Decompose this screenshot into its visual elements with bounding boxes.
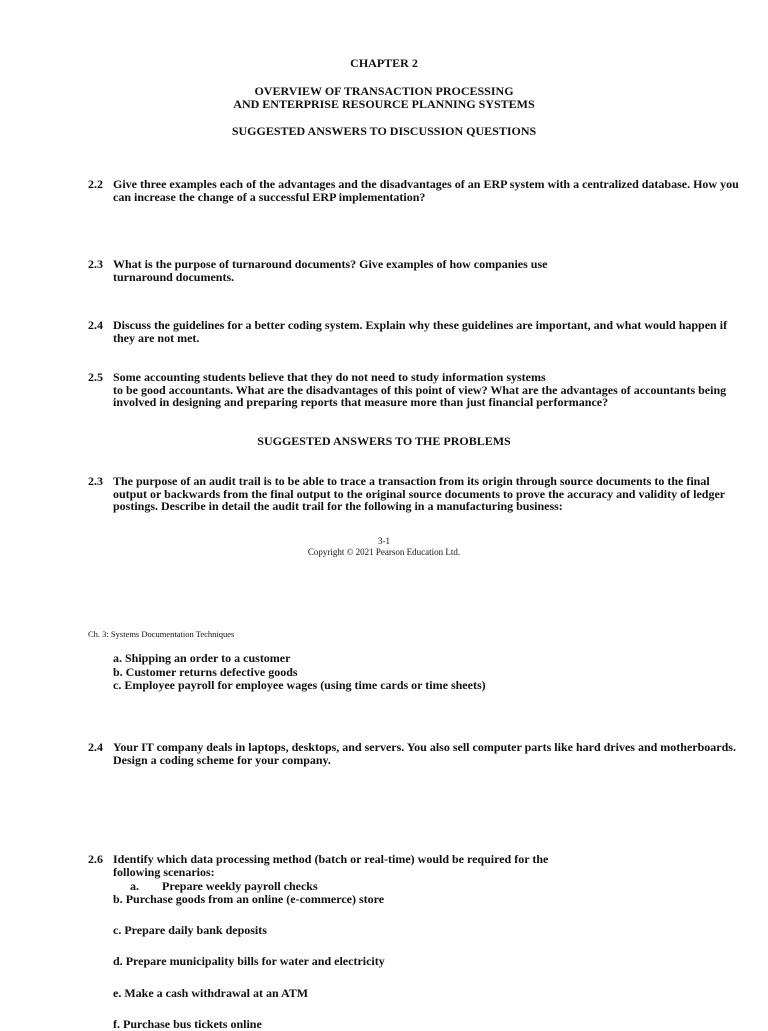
problem-number: 2.6 [88, 852, 103, 866]
chapter-title-line2: AND ENTERPRISE RESOURCE PLANNING SYSTEMS [233, 97, 535, 111]
scenario-e [113, 987, 308, 1000]
scenario-a [130, 880, 318, 893]
scenario-text: Prepare weekly payroll checks [162, 879, 318, 893]
problem-line: Identify which data processing method (batch or real-time) would be required for the [113, 852, 549, 866]
scenario-b [113, 893, 384, 906]
chapter-title-line1: OVERVIEW OF TRANSACTION PROCESSING [254, 84, 514, 98]
scenario-c [113, 924, 267, 937]
problem-line: following scenarios: [113, 864, 215, 879]
section-heading-discussion: SUGGESTED ANSWERS TO DISCUSSION QUESTIONS [231, 124, 537, 138]
question-text [113, 319, 733, 344]
scenario-letter: e. [113, 986, 122, 1000]
problem-line: Design a coding scheme for your company. [113, 752, 331, 767]
question-line: to be good accountants. What are the disadvantages of this point of view? What are the advantages of accountants being [113, 382, 727, 397]
scenario-letter: c. [113, 923, 122, 937]
question-line: What is the purpose of turnaround documents? Give examples of how companies use [113, 257, 548, 271]
scenario-letter: a. [130, 879, 139, 893]
chapter-heading: CHAPTER 2 [350, 56, 418, 70]
scenario-text: Prepare daily bank deposits [124, 923, 267, 937]
scenario-f [113, 1018, 262, 1031]
scenario-text: Purchase bus tickets online [123, 1017, 262, 1031]
section-heading-problems: SUGGESTED ANSWERS TO THE PROBLEMS [257, 434, 511, 448]
question-number: 2.3 [88, 257, 103, 271]
audit-item-list [113, 652, 486, 692]
question-line: turnaround documents. [113, 269, 235, 284]
problem-text [113, 740, 736, 767]
question-number: 2.2 [88, 177, 103, 191]
list-item: a. Shipping an order to a customer [113, 651, 291, 665]
scenario-letter: f. [113, 1017, 120, 1031]
question-line: Discuss the guidelines for a better coding system. Explain why these guidelines are important, and what would happen if [113, 318, 728, 332]
question-line: Some accounting students believe that they do not need to study information systems [113, 370, 546, 384]
scenario-text: Prepare municipality bills for water and electricity [125, 954, 385, 968]
problem-line: Your IT company deals in laptops, desktops, and servers. You also sell computer parts like hard drives and motherboards. [113, 740, 736, 754]
scenario-text: Purchase goods from an online (e-commerce) store [125, 892, 385, 906]
list-item: b. Customer returns defective goods [113, 664, 298, 679]
problem-number: 2.4 [88, 740, 103, 754]
scenario-text: Make a cash withdrawal at an ATM [124, 986, 309, 1000]
question-line: involved in designing and preparing reports that measure more than just financial performance? [113, 395, 609, 409]
problem-line: output or backwards from the final output to the original source documents to prove the accuracy and validity of ledger [113, 486, 726, 501]
question-number: 2.4 [88, 318, 103, 332]
running-header: Ch. 3: Systems Documentation Techniques [88, 629, 235, 639]
page-number: 3-1 [378, 536, 390, 546]
question-text [113, 258, 733, 283]
problem-line: postings. Describe in detail the audit trail for the following in a manufacturing business: [113, 499, 563, 513]
problem-number: 2.3 [88, 474, 103, 488]
question-line: they are not met. [113, 330, 200, 345]
question-number: 2.5 [88, 370, 103, 384]
scenario-letter: b. [113, 892, 123, 906]
problem-text [113, 475, 733, 513]
question-text [113, 177, 739, 204]
problem-line: The purpose of an audit trail is to be able to trace a transaction from its origin through source documents to the final [113, 474, 710, 488]
question-text [113, 371, 733, 409]
copyright-notice: Copyright © 2021 Pearson Education Ltd. [307, 547, 461, 557]
list-item: c. Employee payroll for employee wages (using time cards or time sheets) [113, 678, 486, 692]
scenario-d [113, 955, 385, 968]
scenario-letter: d. [113, 954, 123, 968]
problem-text [113, 853, 733, 878]
question-line: Give three examples each of the advantages and the disadvantages of an ERP system with a centralized database. How you [113, 177, 739, 191]
question-line: can increase the change of a successful ERP implementation? [113, 189, 426, 204]
